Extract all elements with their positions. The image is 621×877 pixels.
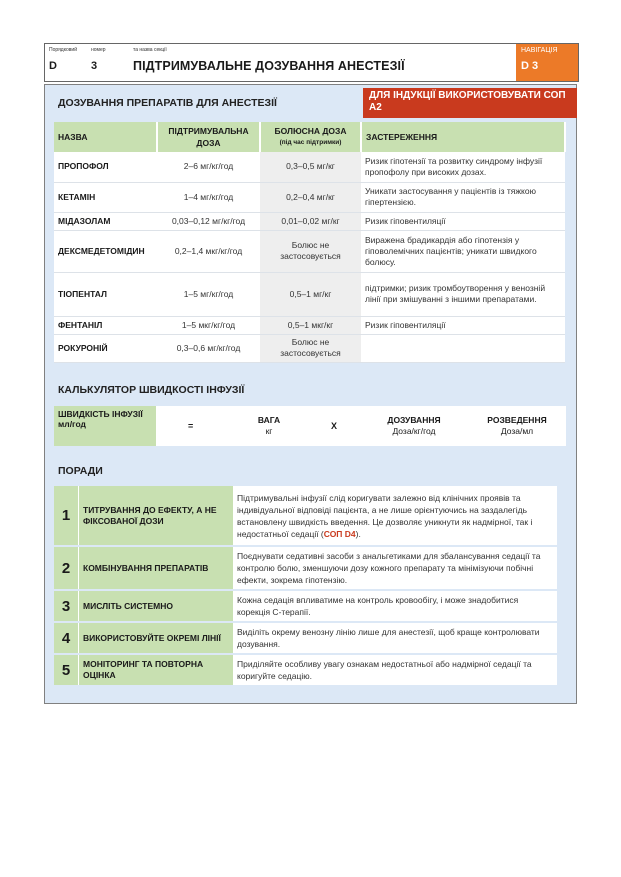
weight-unit: кг [265,426,273,436]
tip-number: 4 [54,622,79,654]
page-header [44,43,579,82]
bolus-dose: 0,01–0,02 мг/кг [260,212,361,230]
tip-row [54,486,557,546]
warning: Ризик гіповентиляції [361,316,565,334]
bolus-dose: 0,3–0,5 мг/кг [260,152,361,182]
dose-unit: Доза/кг/год [392,426,436,436]
table-row [54,152,565,182]
maintenance-dose: 2–6 мг/кг/год [157,152,260,182]
dilution-unit: Доза/мл [500,426,534,436]
equals-sign: = [188,421,194,431]
infusion-calculator [54,406,566,446]
order-label: Порядковий [49,47,77,53]
tip-row [54,654,557,686]
warning [361,334,565,362]
tip-body: Приділяйте особливу увагу ознакам недостатньої або надмірної седації та коригуйте седацію. [233,654,557,686]
section-letter: D [49,60,57,72]
tip-body: Виділіть окрему венозну лінію лише для анестезії, щоб краще контролювати дозування. [233,622,557,654]
col-maintenance: ПІДТРИМУВАЛЬНА ДОЗА [157,122,260,152]
tip-body: Поєднувати седативні засоби з анальгетиками для збалансування седації та контролю болю, зменшуючи дозу кожного препарату та мінімізуючи побічні ефекти, зокрема гіпотензію. [233,546,557,590]
table-row [54,316,565,334]
section-label: та назва секції [133,47,167,53]
col-warnings: ЗАСТЕРЕЖЕННЯ [361,122,565,152]
drug-name: ТІОПЕНТАЛ [54,272,157,316]
warning: Ризик гіпотензії та розвитку синдрому інфузії пропофолу при високих дозах. [361,152,565,182]
table-row [54,334,565,362]
tip-row [54,590,557,622]
table-row [54,272,565,316]
maintenance-dose: 0,03–0,12 мг/кг/год [157,212,260,230]
drug-name: РОКУРОНІЙ [54,334,157,362]
tip-heading: КОМБІНУВАННЯ ПРЕПАРАТІВ [79,546,234,590]
tip-body [233,486,557,546]
dosing-title: ДОЗУВАННЯ ПРЕПАРАТІВ ДЛЯ АНЕСТЕЗІЇ [58,97,277,109]
tip-heading: МОНІТОРИНГ ТА ПОВТОРНА ОЦІНКА [79,654,234,686]
tip-text-end: ). [355,528,361,539]
infusion-rate-label: ШВИДКІСТЬ ІНФУЗІЇ мл/год [54,406,156,446]
tip-number: 2 [54,546,79,590]
col-bolus-label: БОЛЮСНА ДОЗА [274,126,347,136]
tips-title: ПОРАДИ [58,465,103,477]
table-row [54,182,565,212]
bolus-dose: Болюс не застосовується [260,230,361,272]
drug-name: ФЕНТАНІЛ [54,316,157,334]
col-name: НАЗВА [54,122,157,152]
warning: Ризик гіповентиляції [361,212,565,230]
warning: Уникати застосування у пацієнтів із тяжкою гіпертензією. [361,182,565,212]
col-bolus-sub: (під час підтримки) [279,139,342,146]
tip-heading: МИСЛІТЬ СИСТЕМНО [79,590,234,622]
tip-heading: ВИКОРИСТОВУЙТЕ ОКРЕМІ ЛІНІЇ [79,622,234,654]
bolus-dose: 0,5–1 мг/кг [260,272,361,316]
page-title: ПІДТРИМУВАЛЬНЕ ДОЗУВАННЯ АНЕСТЕЗІЇ [133,59,405,73]
dose-field [369,415,459,437]
table-row [54,212,565,230]
navigation-label: НАВІГАЦІЯ [521,47,558,54]
tip-row [54,546,557,590]
maintenance-dose: 0,3–0,6 мг/кг/год [157,334,260,362]
tip-number: 1 [54,486,79,546]
weight-field [239,415,299,437]
drug-name: ДЕКСМЕДЕТОМІДИН [54,230,157,272]
section-number: 3 [91,60,98,72]
bolus-dose: 0,5–1 мкг/кг [260,316,361,334]
tip-heading: ТИТРУВАННЯ ДО ЕФЕКТУ, А НЕ ФІКСОВАНОЇ ДОЗИ [79,486,234,546]
dilution-field [472,415,562,437]
drug-name: ПРОПОФОЛ [54,152,157,182]
sop-reference-link[interactable]: СОП D4 [323,528,356,539]
weight-label: ВАГА [257,415,281,425]
drug-name: КЕТАМІН [54,182,157,212]
dilution-label: РОЗВЕДЕННЯ [487,415,547,425]
navigation-value: D 3 [521,60,539,72]
dosing-table [54,122,566,363]
maintenance-dose: 0,2–1,4 мкг/кг/год [157,230,260,272]
maintenance-dose: 1–5 мг/кг/год [157,272,260,316]
calculator-title: КАЛЬКУЛЯТОР ШВИДКОСТІ ІНФУЗІЇ [58,384,245,396]
bolus-dose: 0,2–0,4 мг/кг [260,182,361,212]
tip-number: 3 [54,590,79,622]
drug-name: МІДАЗОЛАМ [54,212,157,230]
induction-note: ДЛЯ ІНДУКЦІЇ ВИКОРИСТОВУВАТИ СОП А2 [363,88,577,118]
maintenance-dose: 1–4 мг/кг/год [157,182,260,212]
tip-row [54,622,557,654]
tip-body: Кожна седація впливатиме на контроль кровообігу, і може знадобитися корекція C-терапії. [233,590,557,622]
bolus-dose: Болюс не застосовується [260,334,361,362]
dose-label: ДОЗУВАННЯ [387,415,441,425]
maintenance-dose: 1–5 мкг/кг/год [157,316,260,334]
warning: підтримки; ризик тромбоутворення у венозній лінії при змішуванні з іншими препаратами. [361,272,565,316]
warning: Виражена брадикардія або гіпотензія у гіповолемічних пацієнтів; уникати швидкого болюсу. [361,230,565,272]
dosing-header-row [54,122,565,152]
col-bolus [260,122,361,152]
multiply-sign: X [331,421,338,431]
number-label: номер [91,47,106,53]
navigation-box[interactable] [516,44,578,81]
tip-text: Підтримувальні інфузії слід коригувати залежно від клінічних проявів та індивідуальної відповіді пацієнта, а не лише орієнтуючись на заздалегідь встановлену швидкість введення. Це дозволяє уникнути як надмірної, так і недостатньої седації ( [237,492,533,539]
tip-number: 5 [54,654,79,686]
table-row [54,230,565,272]
tips-table [54,486,557,687]
